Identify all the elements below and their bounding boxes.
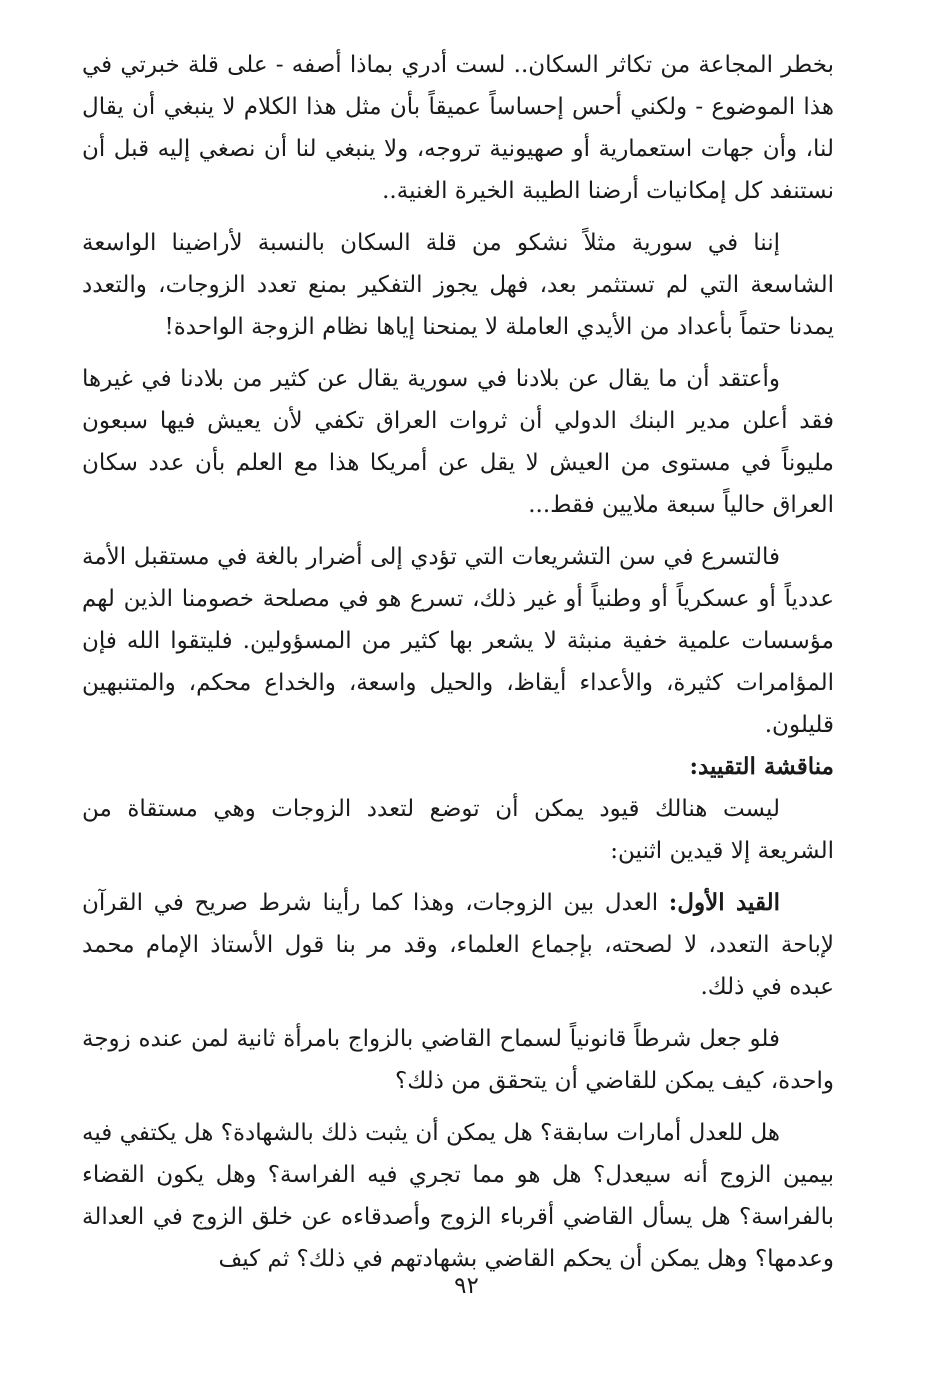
paragraph-1: بخطر المجاعة من تكاثر السكان.. لست أدري بماذا أصفه - على قلة خبرتي في هذا الموضوع - ولكني أحس إحساساً عميقاً بأن مثل هذا الكلام لا ينبغي أن يقال لنا، وأن جهات استعمارية أو صهيونية تروجه، ولا ينبغي لنا أن نصغي إليه قبل أن نستنفد كل إمكانيات أرضنا الطيبة الخيرة الغنية..: [82, 52, 834, 204]
paragraph-4: فالتسرع في سن التشريعات التي تؤدي إلى أضرار بالغة في مستقبل الأمة عددياً أو عسكرياً أو وطنياً أو غير ذلك، تسرع هو في مصلحة خصومنا الذين لهم مؤسسات علمية خفية منبثة لا يشعر بها كثير من المسؤولين. فليتقوا الله فإن المؤامرات كثيرة، والأعداء أيقاظ، والحيل واسعة، والخداع محكم، والمتنبهين قليلون.: [82, 544, 834, 738]
paragraph-2: إننا في سورية مثلاً نشكو من قلة السكان بالنسبة لأراضينا الواسعة الشاسعة التي لم تستثمر بعد، فهل يجوز التفكير بمنع تعدد الزوجات، والتعدد يمدنا حتماً بأعداد من الأيدي العاملة لا يمنحنا إياها نظام الزوجة الواحدة!: [82, 230, 834, 340]
section-heading: مناقشة التقييد:: [689, 753, 834, 780]
paragraph-8: هل للعدل أمارات سابقة؟ هل يمكن أن يثبت ذلك بالشهادة؟ هل يكتفي فيه بيمين الزوج أنه سيعدل؟ هل هو مما تجري فيه الفراسة؟ وهل يكون القضاء بالفراسة؟ هل يسأل القاضي أقرباء الزوج وأصدقاءه عن خلق الزوج في العدالة وعدمها؟ وهل يمكن أن يحكم القاضي بشهادتهم في ذلك؟ ثم كيف: [82, 1120, 834, 1272]
page-body: [82, 44, 834, 1280]
paragraph-5: ليست هنالك قيود يمكن أن توضع لتعدد الزوجات وهي مستقاة من الشريعة إلا قيدين اثنين:: [82, 796, 834, 864]
paragraph-7: فلو جعل شرطاً قانونياً لسماح القاضي بالزواج بامرأة ثانية لمن عنده زوجة واحدة، كيف يمكن للقاضي أن يتحقق من ذلك؟: [82, 1026, 834, 1094]
paragraph-6-lead: القيد الأول:: [668, 889, 781, 916]
paragraph-6: [82, 882, 834, 1008]
paragraph-6-text: العدل بين الزوجات، وهذا كما رأينا شرط صريح في القرآن لإباحة التعدد، لا لصحته، بإجماع العلماء، وقد مر بنا قول الأستاذ الإمام محمد عبده في ذلك.: [82, 890, 834, 1000]
page-number: ٩٢: [454, 1273, 479, 1299]
paragraph-3: وأعتقد أن ما يقال عن بلادنا في سورية يقال عن كثير من بلادنا في غيرها فقد أعلن مدير البنك الدولي أن ثروات العراق تكفي لأن يعيش فيها سبعون مليوناً في مستوى من العيش لا يقل عن أمريكا هذا مع العلم بأن عدد سكان العراق حالياً سبعة ملايين فقط...: [82, 366, 834, 518]
